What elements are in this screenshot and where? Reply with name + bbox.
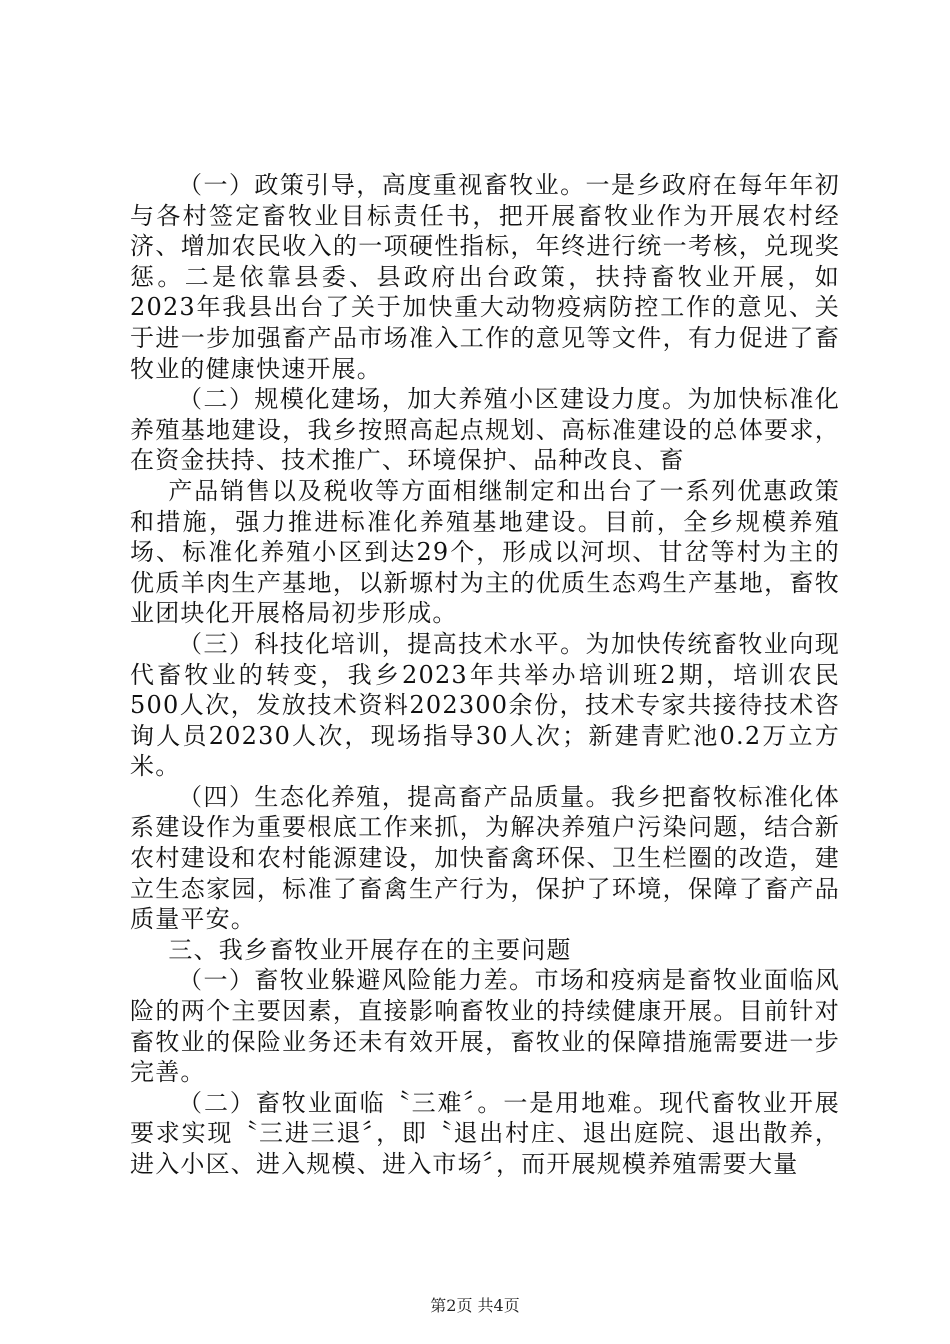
paragraph-ecological-farming: （四）生态化养殖，提高畜产品质量。我乡把畜牧标准化体系建设作为重要根底工作来抓，为解决养殖户污染问题，结合新农村建设和农村能源建设，加快畜禽环保、卫生栏圈的改造，建立生态家园，标准了畜禽生产行为，保护了环境，保障了畜产品质量平安。 bbox=[130, 782, 840, 934]
paragraph-scale-farming: （二）规模化建场，加大养殖小区建设力度。为加快标准化养殖基地建设，我乡按照高起点规划、高标准建设的总体要求，在资金扶持、技术推广、环境保护、品种改良、畜 bbox=[130, 385, 840, 475]
page-number-footer: 第2页 共4页 bbox=[430, 1296, 520, 1315]
document-body bbox=[130, 170, 840, 1180]
paragraph-risk-resistance: （一）畜牧业躲避风险能力差。市场和疫病是畜牧业面临风险的两个主要因素，直接影响畜牧业的持续健康开展。目前针对畜牧业的保险业务还未有效开展，畜牧业的保障措施需要进一步完善。 bbox=[130, 966, 840, 1087]
section-heading-problems: 三、我乡畜牧业开展存在的主要问题 bbox=[168, 935, 572, 964]
paragraph-three-difficulties: （二）畜牧业面临〝三难〞。一是用地难。现代畜牧业开展要求实现〝三进三退〞，即〝退出村庄、退出庭院、退出散养，进入小区、进入规模、进入市场〞，而开展规模养殖需要大量 bbox=[130, 1088, 840, 1178]
paragraph-tech-training: （三）科技化培训，提高技术水平。为加快传统畜牧业向现代畜牧业的转变，我乡2023年共举办培训班2期，培训农民500人次，发放技术资料202300余份，技术专家共接待技术咨询人员20230人次，现场指导30人次；新建青贮池0.2万立方米。 bbox=[130, 629, 840, 781]
paragraph-scale-farming-continued: 产品销售以及税收等方面相继制定和出台了一系列优惠政策和措施，强力推进标准化养殖基地建设。目前，全乡规模养殖场、标准化养殖小区到达29个，形成以河坝、甘岔等村为主的优质羊肉生产基地，以新塬村为主的优质生态鸡生产基地，畜牧业团块化开展格局初步形成。 bbox=[130, 476, 840, 628]
paragraph-policy-guidance: （一）政策引导，高度重视畜牧业。一是乡政府在每年年初与各村签定畜牧业目标责任书，把开展畜牧业作为开展农村经济、增加农民收入的一项硬性指标，年终进行统一考核，兑现奖惩。二是依靠县委、县政府出台政策，扶持畜牧业开展，如2023年我县出台了关于加快重大动物疫病防控工作的意见、关于进一步加强畜产品市场准入工作的意见等文件，有力促进了畜牧业的健康快速开展。 bbox=[130, 171, 840, 383]
